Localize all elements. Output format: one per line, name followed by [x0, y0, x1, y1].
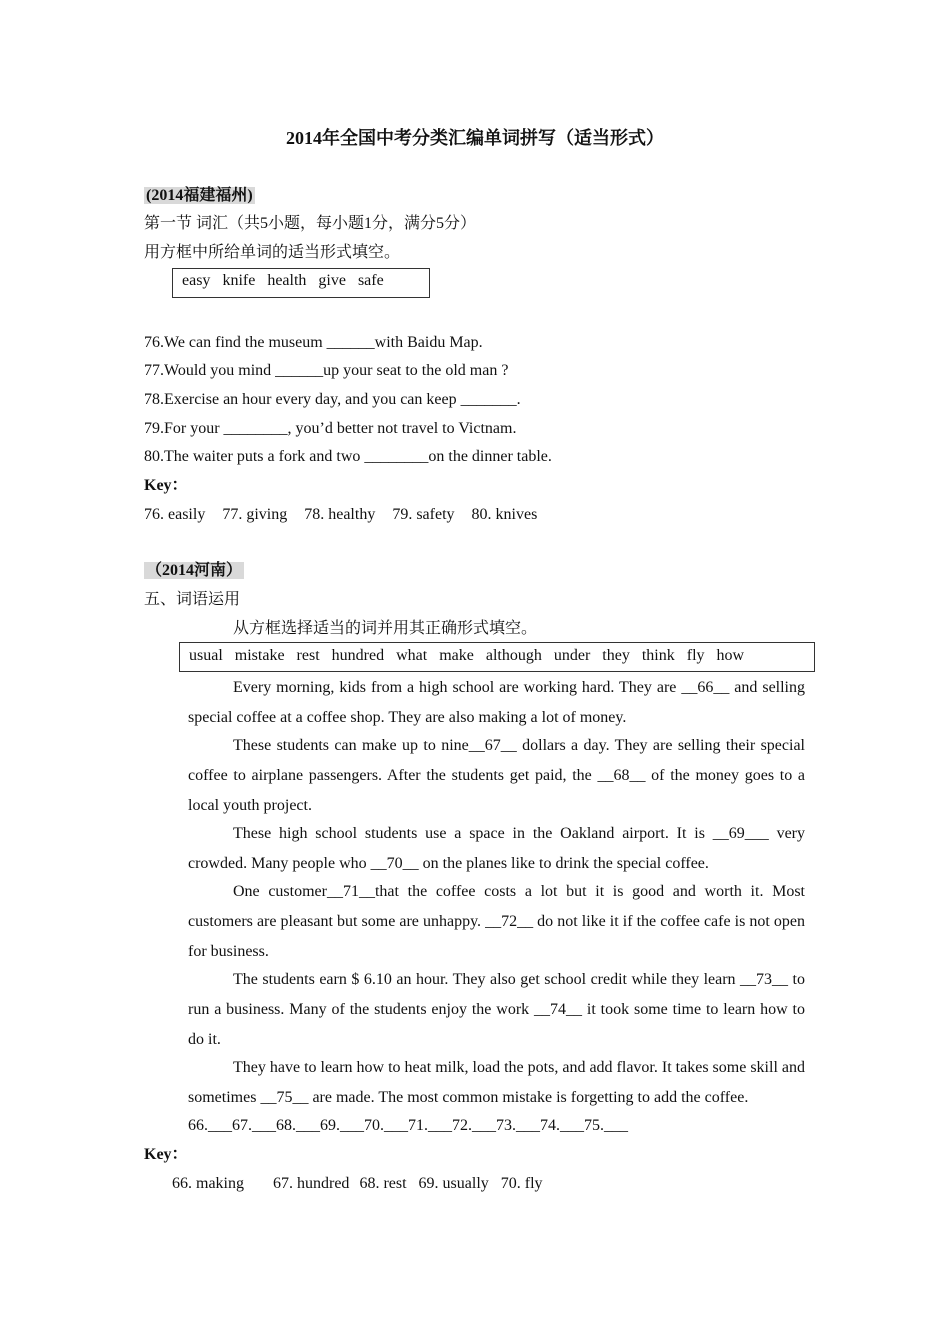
word-box-item: easy [182, 272, 211, 289]
word-box-item: under [553, 647, 591, 664]
answer-key-1 [144, 505, 554, 525]
answer-item: 68. rest [359, 1175, 407, 1192]
question-79: 79.For your ________, you’d better not travel to Victnam. [144, 420, 517, 437]
word-box-item: how [716, 647, 745, 664]
question-78: 78.Exercise an hour every day, and you can keep _______. [144, 391, 521, 408]
answer-item: 76. easily [144, 506, 206, 523]
answer-item: 66. making [172, 1175, 244, 1192]
word-box-item: they [602, 647, 630, 664]
question-77: 77.Would you mind ______up your seat to the old man ? [144, 362, 509, 379]
section1-heading: 第一节 词汇（共5小题，每小题1分，满分5分） [144, 215, 477, 232]
answer-item: 79. safety [392, 506, 455, 523]
word-box-item: although [485, 647, 542, 664]
word-box-item: what [396, 647, 428, 664]
section2-heading: 五、词语运用 [144, 591, 241, 608]
passage-paragraph: They have to learn how to heat milk, load the pots, and add flavor. It takes some skill and sometimes __75__ are made. The most common mistake is forgetting to add the coffee. [188, 1059, 805, 1106]
word-box-item: fly [686, 647, 705, 664]
question-80: 80.The waiter puts a fork and two ________on the dinner table. [144, 448, 552, 465]
passage-paragraph: These students can make up to nine__67__ dollars a day. They are selling their special coffee to airplane passengers. After the students get paid, the __68__ of the money goes to a local youth project. [188, 737, 805, 814]
answer-item: 67. hundred [273, 1175, 350, 1192]
page-title: 2014年全国中考分类汇编单词拼写（适当形式） [286, 128, 664, 148]
answer-item: 80. knives [471, 506, 538, 523]
word-box-item: think [641, 647, 675, 664]
section2-source [144, 561, 244, 581]
word-box-item: give [318, 272, 346, 289]
source-tag: (2014福建福州) [146, 187, 253, 204]
word-box-item: mistake [234, 647, 285, 664]
answer-item: 78. healthy [304, 506, 376, 523]
word-box-1 [172, 268, 430, 298]
answer-item: 77. giving [222, 506, 288, 523]
word-box-item: rest [296, 647, 320, 664]
passage-paragraph: The students earn $ 6.10 an hour. They also get school credit while they learn __73__ to run a business. Many of the students enjoy the work __74__ it took some time to learn how to do it. [188, 971, 805, 1048]
section2-instruction: 从方框选择适当的词并用其正确形式填空。 [233, 620, 538, 637]
word-box-item: make [439, 647, 474, 664]
section1-source [144, 186, 255, 206]
source-tag: （2014河南） [146, 562, 243, 579]
answer-blanks: 66.___67.___68.___69.___70.___71.___72.___73.___74.___75.___ [188, 1117, 628, 1134]
word-box-item: usual [189, 647, 223, 664]
word-box-item: health [267, 272, 307, 289]
answer-key-2 [172, 1174, 560, 1194]
answer-item: 70. fly [500, 1175, 543, 1192]
section1-instruction: 用方框中所给单词的适当形式填空。 [144, 244, 401, 261]
word-box-item: hundred [331, 647, 385, 664]
word-box-2 [179, 642, 815, 672]
question-76: 76.We can find the museum ______with Baidu Map. [144, 334, 483, 351]
passage-paragraph: One customer__71__that the coffee costs a lot but it is good and worth it. Most customers are pleasant but some are unhappy. __72__ do not like it if the coffee cafe is not open for business. [188, 883, 805, 960]
word-box-item: knife [222, 272, 256, 289]
word-box-item: safe [357, 272, 384, 289]
key-label-1: Key： [144, 477, 188, 494]
cloze-passage [188, 673, 805, 1141]
key-label-2: Key： [144, 1146, 188, 1163]
passage-paragraph: Every morning, kids from a high school are working hard. They are __66__ and selling special coffee at a coffee shop. They are also making a lot of money. [188, 679, 805, 726]
answer-item: 69. usually [418, 1175, 489, 1192]
passage-paragraph: These high school students use a space in the Oakland airport. It is __69___ very crowded. Many people who __70__ on the planes like to drink the special coffee. [188, 825, 805, 872]
